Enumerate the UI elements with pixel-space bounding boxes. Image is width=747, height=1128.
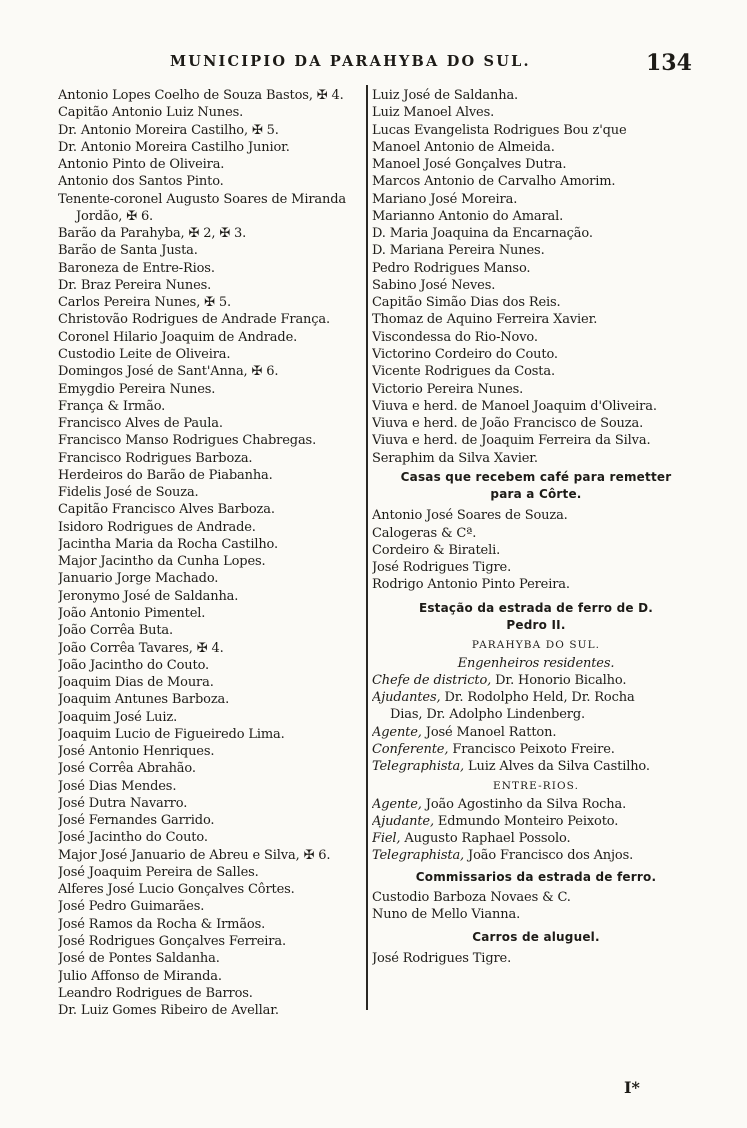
commissarios-heading: Commissarios da estrada de ferro. — [415, 869, 657, 884]
directory-entry: Marianno Antonio do Amaral. — [372, 208, 564, 224]
staff-ajudantes — [372, 689, 700, 706]
directory-entry: Lucas Evangelista Rodrigues Bou z'que — [372, 122, 627, 138]
directory-entry: Pedro Rodrigues Manso. — [372, 260, 531, 276]
carros-heading: Carros de aluguel. — [472, 930, 600, 945]
directory-entry: Dr. Antonio Moreira Castilho Junior. — [58, 139, 290, 155]
cafe-house-entry: José Rodrigues Tigre. — [372, 560, 512, 576]
directory-entry: Antonio dos Santos Pinto. — [58, 174, 224, 190]
directory-entry: José de Pontes Saldanha. — [58, 951, 220, 967]
directory-entry: José Dutra Navarro. — [58, 795, 188, 811]
directory-entry: Jacintha Maria da Rocha Castilho. — [58, 536, 278, 552]
cafe-house-entry: Cordeiro & Birateli. — [372, 542, 501, 558]
directory-entry: Jordão, ✠ 6. — [76, 208, 154, 224]
directory-entry: Viuva e herd. de Joaquim Ferreira da Silva. — [372, 433, 651, 449]
directory-entry: Julio Affonso de Miranda. — [58, 968, 222, 984]
directory-entry: Vicente Rodrigues da Costa. — [372, 364, 555, 380]
directory-entry: Joaquim Dias de Moura. — [58, 675, 214, 691]
er-agente — [372, 796, 700, 813]
cafe-house-entry: Calogeras & Cª. — [372, 525, 477, 541]
carro-entry: José Rodrigues Tigre. — [372, 950, 512, 966]
directory-entry: Herdeiros do Barão de Piabanha. — [58, 467, 273, 483]
directory-entry: José Antonio Henriques. — [58, 744, 215, 760]
directory-entry: João Corrêa Buta. — [58, 623, 174, 639]
parahyba-subheading: PARAHYBA DO SUL. — [471, 639, 601, 652]
directory-entry: Manoel Antonio de Almeida. — [372, 139, 555, 155]
directory-entry: Victorino Cordeiro do Couto. — [372, 346, 558, 362]
staff-name: Edmundo Monteiro Peixoto. — [433, 813, 619, 829]
page-title: MUNICIPIO DA PARAHYBA DO SUL. — [170, 53, 531, 70]
role-label: Agente, — [372, 724, 422, 740]
er-telegraphista — [372, 847, 700, 864]
staff-agente — [372, 724, 700, 741]
staff-name: José Manoel Ratton. — [421, 724, 557, 740]
staff-name: Francisco Peixoto Freire. — [448, 741, 615, 757]
entre-rios-subheading: ENTRE-RIOS. — [492, 780, 580, 793]
staff-name: João Francisco dos Anjos. — [464, 848, 634, 864]
column-divider — [366, 85, 368, 1010]
left-column — [58, 87, 364, 1019]
staff-ajudantes-cont: Dias, Dr. Adolpho Lindenberg. — [390, 707, 585, 723]
directory-entry: Fidelis José de Souza. — [58, 485, 199, 501]
directory-entry: Thomaz de Aquino Ferreira Xavier. — [372, 312, 598, 328]
station-heading: Estação da estrada de ferro de D. — [418, 600, 654, 615]
directory-entry: Joaquim José Luiz. — [58, 709, 178, 725]
directory-entry: D. Maria Joaquina da Encarnação. — [372, 226, 593, 242]
staff-name: Augusto Raphael Possolo. — [400, 831, 571, 847]
station-heading-cont: Pedro II. — [506, 617, 566, 632]
staff-chefe — [372, 672, 700, 689]
directory-entry: Viscondessa do Rio-Novo. — [372, 329, 538, 345]
staff-name: Dr. Honorio Bicalho. — [491, 672, 627, 688]
directory-entry: Sabino José Neves. — [372, 277, 496, 293]
directory-entry: Isidoro Rodrigues de Andrade. — [58, 519, 256, 535]
directory-entry: D. Mariana Pereira Nunes. — [372, 243, 545, 259]
role-label: Fiel, — [372, 831, 401, 847]
directory-entry: Francisco Manso Rodrigues Chabregas. — [58, 433, 317, 449]
directory-entry: Francisco Rodrigues Barboza. — [58, 450, 253, 466]
role-label: Telegraphista, — [372, 848, 465, 864]
directory-entry: Christovão Rodrigues de Andrade França. — [58, 312, 330, 328]
directory-entry: Barão de Santa Justa. — [58, 243, 198, 259]
directory-entry: Antonio Lopes Coelho de Souza Bastos, ✠ 4. — [58, 88, 344, 103]
directory-entry: Tenente-coronel Augusto Soares de Miranda — [58, 191, 346, 207]
directory-entry: Emygdio Pereira Nunes. — [58, 381, 216, 397]
directory-entry: João Antonio Pimentel. — [58, 605, 206, 621]
commissario-entry: Custodio Barboza Novaes & C. — [372, 889, 571, 905]
cafe-house-entry: Rodrigo Antonio Pinto Pereira. — [372, 577, 570, 593]
directory-entry: Custodio Leite de Oliveira. — [58, 346, 231, 362]
engineers-subheading: Engenheiros residentes. — [457, 655, 615, 671]
footer-signature-mark: I* — [624, 1078, 640, 1097]
directory-entry: Viuva e herd. de João Francisco de Souza. — [372, 416, 644, 432]
directory-entry: José Dias Mendes. — [58, 778, 177, 794]
directory-entry: Dr. Antonio Moreira Castilho, ✠ 5. — [58, 122, 279, 138]
staff-telegraphista — [372, 758, 700, 775]
directory-entry: João Jacintho do Couto. — [58, 657, 210, 673]
staff-name: Luiz Alves da Silva Castilho. — [464, 759, 650, 775]
right-column — [372, 87, 700, 967]
directory-entry: Januario Jorge Machado. — [58, 571, 219, 587]
directory-entry: José Jacintho do Couto. — [58, 830, 208, 846]
directory-entry: Mariano José Moreira. — [372, 191, 518, 207]
directory-entry: Barão da Parahyba, ✠ 2, ✠ 3. — [58, 226, 247, 242]
directory-entry: Joaquim Antunes Barboza. — [58, 692, 230, 708]
staff-conferente — [372, 741, 700, 758]
directory-entry: Jeronymo José de Saldanha. — [58, 588, 239, 604]
page-number: 134 — [646, 50, 692, 76]
directory-entry: Major José Januario de Abreu e Silva, ✠ 6. — [58, 847, 331, 863]
role-label: Ajudante, — [372, 813, 434, 829]
directory-entry: Viuva e herd. de Manoel Joaquim d'Oliveira. — [372, 398, 657, 414]
directory-entry: Manoel José Gonçalves Dutra. — [372, 157, 567, 173]
commissario-entry: Nuno de Mello Vianna. — [372, 907, 521, 923]
staff-name: Dr. Rodolpho Held, Dr. Rocha — [440, 690, 635, 706]
directory-entry: Dr. Luiz Gomes Ribeiro de Avellar. — [58, 1003, 279, 1019]
role-label: Chefe de districto, — [372, 672, 492, 688]
directory-entry: João Corrêa Tavares, ✠ 4. — [58, 640, 224, 656]
directory-entry: Coronel Hilario Joaquim de Andrade. — [58, 329, 298, 345]
directory-entry: Dr. Braz Pereira Nunes. — [58, 277, 212, 293]
role-label: Telegraphista, — [372, 759, 465, 775]
role-label: Conferente, — [372, 741, 449, 757]
directory-entry: Luiz Manoel Alves. — [372, 105, 495, 121]
role-label: Agente, — [372, 796, 422, 812]
directory-entry: José Ramos da Rocha & Irmãos. — [58, 916, 266, 932]
directory-entry: França & Irmão. — [58, 398, 166, 414]
directory-entry: Antonio Pinto de Oliveira. — [58, 157, 225, 173]
directory-entry: Leandro Rodrigues de Barros. — [58, 985, 253, 1001]
directory-entry: Seraphim da Silva Xavier. — [372, 450, 538, 466]
staff-name: João Agostinho da Silva Rocha. — [421, 796, 627, 812]
cafe-house-entry: Antonio José Soares de Souza. — [372, 508, 568, 524]
directory-entry: Alferes José Lucio Gonçalves Côrtes. — [58, 882, 295, 898]
directory-entry: Luiz José de Saldanha. — [372, 88, 519, 103]
directory-entry: Baroneza de Entre-Rios. — [58, 260, 215, 276]
directory-entry: Victorio Pereira Nunes. — [372, 381, 524, 397]
directory-entry: Capitão Francisco Alves Barboza. — [58, 502, 275, 518]
directory-entry: Domingos José de Sant'Anna, ✠ 6. — [58, 364, 279, 380]
directory-entry: José Pedro Guimarães. — [58, 899, 205, 915]
directory-entry: Major Jacintho da Cunha Lopes. — [58, 554, 266, 570]
directory-entry: José Fernandes Garrido. — [58, 813, 215, 829]
role-label: Ajudantes, — [372, 690, 441, 706]
er-ajudante — [372, 813, 700, 830]
directory-entry: Francisco Alves de Paula. — [58, 416, 223, 432]
directory-entry: Capitão Simão Dias dos Reis. — [372, 295, 561, 311]
cafe-heading-cont: para a Côrte. — [490, 487, 582, 502]
directory-entry: Marcos Antonio de Carvalho Amorim. — [372, 174, 616, 190]
directory-entry: José Corrêa Abrahão. — [58, 761, 196, 777]
directory-entry: Carlos Pereira Nunes, ✠ 5. — [58, 295, 231, 311]
er-fiel — [372, 830, 700, 847]
directory-entry: Joaquim Lucio de Figueiredo Lima. — [58, 726, 285, 742]
directory-entry: José Rodrigues Gonçalves Ferreira. — [58, 934, 286, 950]
cafe-heading: Casas que recebem café para remetter — [400, 469, 672, 484]
directory-entry: José Joaquim Pereira de Salles. — [58, 864, 259, 880]
directory-entry: Capitão Antonio Luiz Nunes. — [58, 105, 244, 121]
